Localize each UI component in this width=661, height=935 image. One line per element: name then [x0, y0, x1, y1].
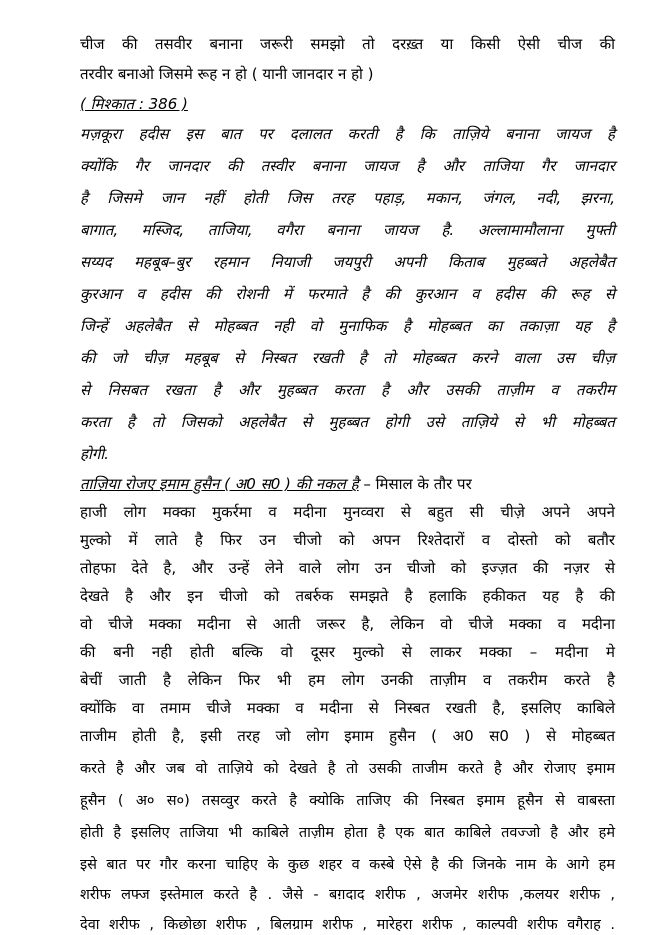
paragraph-line: मज़कूरा हदीस इस बात पर दलालत करती है कि ताज़िये बनाना जायज है — [80, 125, 615, 143]
paragraph-line: से निसबत रखता है और मुहब्बत करता है और उसकी ताज़ीम व तकरीम — [80, 381, 615, 399]
paragraph-line: करता है तो जिसको अहलेबैत से मुहब्बत होगी उसे ताज़िये से भी मोहब्बत — [80, 413, 615, 431]
intro-line: चीज की तसवीर बनाना जरूरी समझो तो दरख़्त या किसी ऐसी चीज की — [80, 35, 615, 53]
section-line: करते है और जब वो ताज़िये को देखते है तो उसकी ताजीम करते है और रोजाए इमाम — [80, 761, 615, 777]
section-heading: ताज़िया रोजए इमाम हुसैन ( अ0 स0 ) की नकल है — [80, 475, 359, 493]
paragraph-line: क्योंकि गैर जानदार की तस्वीर बनाना जायज है और ताजिया गैर जानदार — [80, 157, 615, 175]
section-line: क्योंकि वा तमाम चीजे मक्का व मदीना से निस्बत रखती है, इसलिए काबिले — [80, 699, 615, 717]
citation: ( मिश्कात : 386 ) — [80, 95, 188, 113]
section-line: ताजीम होती है, इसी तरह जो लोग इमाम हुसैन ( अ0 स0 ) से मोहब्बत — [80, 727, 615, 745]
intro-line: तरवीर बनाओ जिसमे रूह न हो ( यानी जानदार न हो ) — [80, 65, 374, 83]
section-lead: – मिसाल के तौर पर — [358, 475, 472, 493]
section-line: देवा शरीफ , किछोछा शरीफ , बिलग्राम शरीफ , मारेहरा शरीफ , काल्पवी शरीफ वगैराह . — [80, 917, 615, 933]
section-line: इसे बात पर गौर करना चाहिए के कुछ शहर व कस्बे ऐसे है की जिनके नाम के आगे हम — [80, 857, 615, 873]
paragraph-line: बागात, मस्जिद, ताजिया, वगैरा बनाना जायज है. अल्लामामौलाना मुफ्ती — [80, 221, 615, 239]
paragraph-line: होगी. — [80, 445, 109, 463]
paragraph-line: सय्यद महबूब–बुर रहमान नियाजी जयपुरी अपनी किताब मुहब्बते अहलेबैत — [80, 253, 615, 271]
paragraph-line: जिन्हें अहलेबैत से मोहब्बत नही वो मुनाफिक है मोहब्बत का तकाज़ा यह है — [80, 317, 615, 335]
paragraph-line: कुरआन व हदीस की रोशनी में फरमाते है की कुरआन व हदीस की रूह से — [80, 285, 615, 303]
section-line: शरीफ लफ्ज इस्तेमाल करते है . जैसे - बग़दाद शरीफ , अजमेर शरीफ ,कलयर शरीफ , — [80, 887, 615, 903]
section-line: तोहफा देते है, और उन्हें लेने वाले लोग उन चीजो को इज्ज़त की नज़र से — [80, 559, 615, 577]
section-line: हाजी लोग मक्का मुकर्रमा व मदीना मुनव्वरा से बहुत सी चीज़े अपने अपने — [80, 503, 615, 521]
paragraph-line: है जिसमे जान नहीं होती जिस तरह पहाड़, मकान, जंगल, नदी, झरना, — [80, 189, 615, 207]
section-line: वो चीजे मक्का मदीना से आती जरूर है, लेकिन वो चीजे मक्का व मदीना — [80, 615, 615, 633]
paragraph-line: की जो चीज़ महबूब से निस्बत रखती है तो मोहब्बत करने वाला उस चीज़ — [80, 349, 615, 367]
section-line: देखते है और इन चीजो को तबर्रुक समझते है हलाकि हकीकत यह है की — [80, 587, 615, 605]
section-line: हूसैन ( अ० स०) तसव्वुर करते है क्योकि ताजिए की निस्बत इमाम हूसैन से वाबस्ता — [80, 793, 615, 809]
section-line: बेचीं जाती है लेकिन फिर भी हम लोग उनकी ताज़ीम व तकरीम करते है — [80, 671, 615, 689]
section-line: मुल्को में लाते है फिर उन चीजो को अपन रिश्तेदारों व दोस्तो को बतौर — [80, 531, 615, 549]
section-line: की बनी नही होती बल्कि वो दूसर मुल्को से लाकर मक्का – मदीना मे — [80, 643, 615, 661]
section-line: होती है इसलिए ताजिया भी काबिले ताज़ीम होता है एक बात काबिले तवज्जो है और हमे — [80, 825, 615, 841]
section-first-line — [80, 474, 472, 494]
